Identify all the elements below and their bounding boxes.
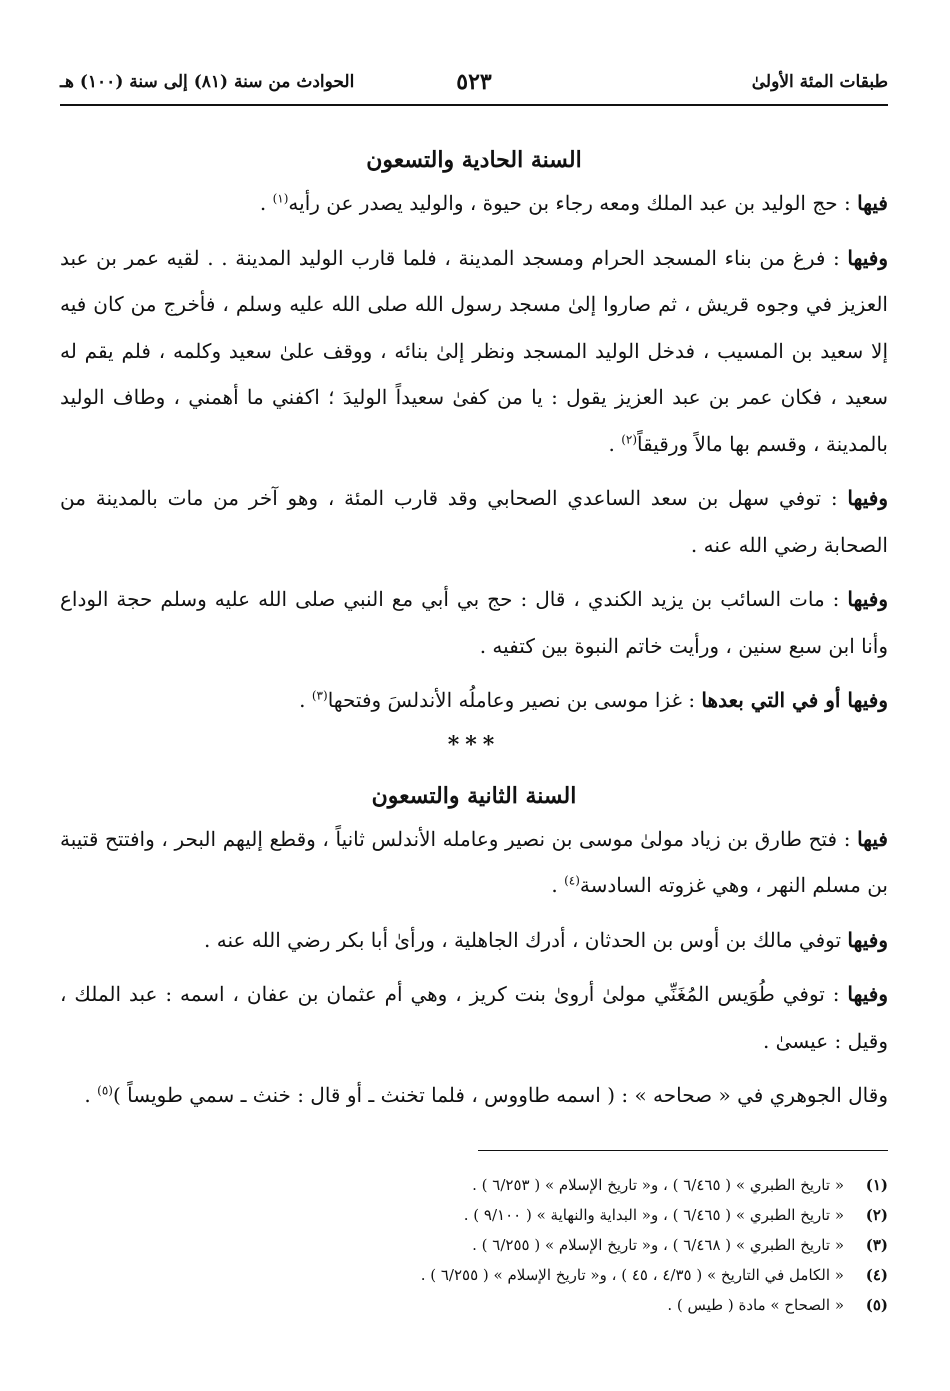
paragraph-lead: فيها [857,191,888,215]
footnote-text: « تاريخ الطبري » ( ٦/٤٦٥ ) ، و« تاريخ الإسلام » ( ٦/٢٥٣ ) . [472,1176,844,1194]
page-body [60,140,888,1127]
paragraph-text: : مات السائب بن يزيد الكندي ، قال : حج بي أبي مع النبي صلى الله عليه وسلم حجة الوداع وأنا ابن سبع سنين ، ورأيت خاتم النبوة بين كتفيه . [60,587,888,658]
footnote-number: (٥) [865,1296,888,1314]
paragraph-text: وقال الجوهري في « صحاحه » : ( اسمه طاووس ، فلما تخنث ـ أو قال : خنث ـ سمي طويساً ) [112,1083,888,1107]
footnote-item [60,1200,888,1230]
book-title: طبقات المئة الأولىٰ [751,72,888,92]
paragraph [60,917,888,964]
footnote-ref[interactable]: (٣) [311,688,328,703]
paragraph-text: : فرغ من بناء المسجد الحرام ومسجد المدينة ، فلما قارب الوليد المدينة . . لقيه عمر بن عبد العزيز في وجوه قريش ، ثم صاروا إلىٰ مسجد رسول الله صلى الله عليه وسلم ، فأخرج من كان فيه إلا سعيد بن المسيب ، فدخل الوليد المسجد ونظر إلىٰ بنائه ، ووقف علىٰ سعيد وكلمه ، فلم يقم له سعيد ، فكان عمر بن عبد العزيز يقول : يا من كفىٰ سعيداً الوليدَ ؛ اكفني ما أهمني ، وطاف الوليد بالمدينة ، وقسم بها مالاً ورقيقاً [60,245,888,456]
footnotes [60,1170,888,1320]
footnote-text: « الكامل في التاريخ » ( ٤/٣٥ ، ٤٥ ) ، و« تاريخ الإسلام » ( ٦/٢٥٥ ) . [420,1266,844,1284]
paragraph [60,180,888,227]
section-title-91: السنة الحادية والتسعون [366,147,582,173]
footnote-ref[interactable]: (٤) [564,873,580,888]
paragraph-lead: وفيها أو في التي بعدها [701,688,888,712]
paragraph-tail: . [259,191,273,215]
footnote-item [60,1290,888,1320]
footnote-number: (٣) [865,1236,888,1254]
paragraph-text: : توفي طُوَيس المُغَنِّي مولىٰ أروىٰ بنت كريز ، وهي أم عثمان بن عفان ، اسمه : عبد الملك ، وقيل : عيسىٰ . [60,982,888,1053]
paragraph-text: : توفي سهل بن سعد الساعدي الصحابي وقد قارب المئة ، وهو آخر من مات بالمدينة من الصحابة رضي الله عنه . [60,486,888,557]
paragraph [60,235,888,468]
page-number: ٥٢٣ [456,69,492,95]
section-separator: *** [447,731,501,758]
paragraph [60,816,888,909]
paragraph-lead: وفيها [847,486,888,510]
paragraph-lead: وفيها [847,927,888,952]
footnote-text: « الصحاح » مادة ( طيس ) . [667,1296,844,1314]
footnote-number: (٤) [865,1266,888,1284]
paragraph-tail: . [299,688,312,712]
paragraph [60,677,888,724]
paragraph-lead: وفيها [847,245,888,270]
footnote-item [60,1260,888,1290]
paragraph [60,576,888,669]
footnote-divider [478,1150,888,1151]
footnote-ref[interactable]: (٥) [97,1083,113,1098]
footnote-item [60,1170,888,1200]
footnote-ref[interactable]: (٢) [621,431,638,446]
paragraph-tail: . [608,431,622,456]
paragraph-text: : حج الوليد بن عبد الملك ومعه رجاء بن حيوة ، والوليد يصدر عن رأيه [288,191,858,215]
section-title-92: السنة الثانية والتسعون [371,782,577,809]
paragraph-tail: . [551,873,565,897]
footnote-text: « تاريخ الطبري » ( ٦/٤٦٥ ) ، و« البداية والنهاية » ( ٩/١٠٠ ) . [463,1206,844,1224]
paragraph [60,1072,888,1119]
paragraph-text: : فتح طارق بن زياد مولىٰ موسى بن نصير وعامله الأندلس ثانياً ، وقطع إليهم البحر ، وافتتح قتيبة بن مسلم النهر ، وهي غزوته السادسة [60,826,888,897]
paragraph [60,475,888,568]
paragraph [60,971,888,1064]
running-header [60,62,888,102]
footnote-number: (٢) [865,1206,888,1224]
paragraph-lead: وفيها [847,982,888,1006]
header-divider [60,104,888,106]
paragraph-lead: فيها [857,826,888,851]
paragraph-lead: وفيها [847,587,888,611]
chapter-range: الحوادث من سنة (٨١) إلى سنة (١٠٠) هـ [60,72,355,92]
footnote-ref[interactable]: (١) [272,191,289,206]
footnote-number: (١) [865,1176,888,1194]
footnote-text: « تاريخ الطبري » ( ٦/٤٦٨ ) ، و« تاريخ الإسلام » ( ٦/٢٥٥ ) . [472,1236,844,1254]
paragraph-text: توفي مالك بن أوس بن الحدثان ، أدرك الجاهلية ، ورأىٰ أبا بكر رضي الله عنه . [204,927,848,952]
paragraph-tail: . [84,1083,98,1107]
paragraph-text: : غزا موسى بن نصير وعاملُه الأندلسَ وفتحها [327,688,702,712]
footnote-item [60,1230,888,1260]
